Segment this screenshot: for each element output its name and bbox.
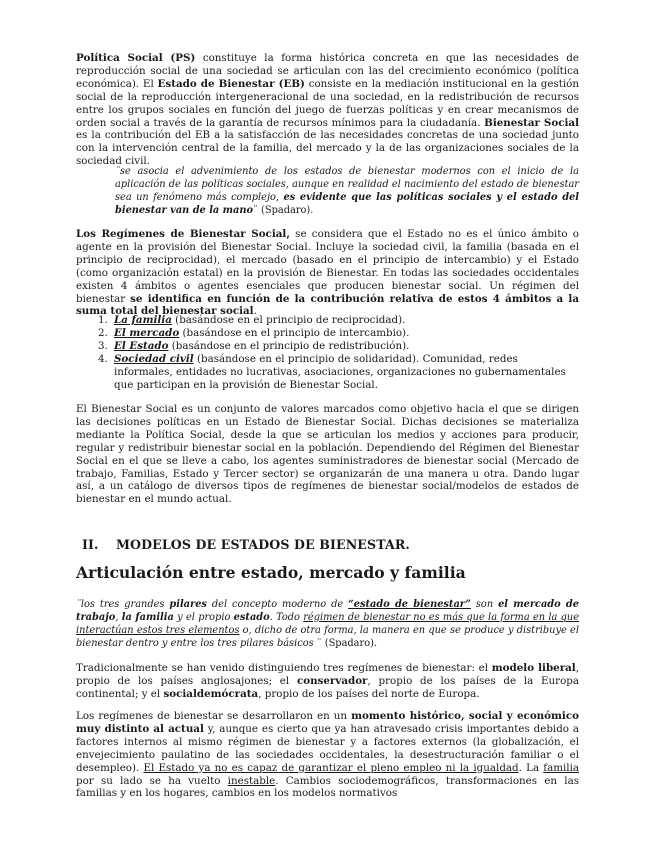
underlined-text: inestable (227, 774, 276, 787)
quote-text: o, dicho de otra forma, la manera en que se produce y distribuye el bienestar dentro y entre los tres pilares básicos (76, 624, 579, 649)
list-term: La familia (114, 314, 172, 326)
term-socialdemocrata: socialdemócrata (163, 687, 259, 700)
text-span: , propio de los países del norte de Europa. (258, 687, 480, 700)
underlined-text: familia (543, 761, 580, 774)
list-item (76, 353, 579, 392)
term-conservador: conservador (296, 674, 368, 687)
section-number: II. (82, 537, 99, 552)
list-item (76, 327, 579, 340)
paragraph-desarrollo (76, 710, 579, 800)
subsection-heading: Articulación entre estado, mercado y familia (76, 563, 466, 582)
text-span: . (253, 305, 257, 318)
text-span: Los regímenes de bienestar se desarrollaron en un (76, 710, 352, 722)
quote-text: ¨los tres grandes (76, 599, 170, 610)
list-term: El Estado (114, 339, 169, 352)
term-bienestar-social: Bienestar Social (484, 116, 579, 129)
term-momento-historico: momento histórico, social y económico muy distinto al actual (76, 710, 579, 735)
term-estado-bienestar: Estado de Bienestar (EB) (157, 77, 305, 90)
quote-emphasis: el mercado de trabajo (76, 599, 580, 623)
quote-text: son (470, 599, 499, 610)
list-item (76, 340, 579, 353)
term-politica-social: Política Social (PS) (76, 52, 196, 64)
list-text: (basándose en el principio de solidaridad). Comunidad, redes informales, entidades no lucrativas, asociaciones, organizaciones no gubernamentales que participan en la provisión de Bienestar Social. (114, 352, 566, 391)
list-number: 4. (98, 352, 108, 365)
paragraph-politica-social (76, 52, 579, 168)
list-number: 1. (98, 314, 108, 326)
list-text: (basándose en el principio de intercambio). (179, 326, 410, 339)
text-span: consiste en la mediación institucional en la gestión social de la reproducción intergeneracional de una sociedad, en la redistribución de recursos entre los grupos sociales en función del juego de fuerzas políticas y en crear mecanismos de orden social a través de la garantía de recursos mínimos para la ciudadanía. (76, 77, 579, 129)
text-span: por su lado se ha vuelto (76, 774, 228, 787)
text-span: . Cambios sociodemográficos, transformaciones en las familias y en los hogares, cambios en los modelos normativos (76, 774, 579, 800)
text-span: Tradicionalmente se han venido distinguiendo tres regímenes de bienestar: el (76, 662, 492, 674)
quote-text: y el propio (173, 611, 234, 623)
paragraph-regimenes (76, 228, 579, 318)
quote-spadaro-2 (76, 599, 579, 651)
quote-citation: ¨ (Spadaro). (253, 204, 314, 216)
quote-emphasis: “estado de bienestar” (348, 599, 471, 610)
quote-text: , (115, 611, 122, 623)
underlined-text: El Estado ya no es capaz de garantizar el pleno empleo ni la igualdad (143, 761, 519, 774)
quote-underlined: régimen de bienestar no es más que la forma en la que interactúan estos tres elementos (76, 611, 580, 636)
text-span: constituye la forma histórica concreta en que las necesidades de reproducción social de una sociedad se articulan con las del crecimiento económico (política económica). El (76, 52, 579, 90)
quote-citation: ¨ (Spadaro). (313, 637, 378, 649)
term-liberal: modelo liberal (491, 662, 576, 674)
paragraph-bienestar-social: El Bienestar Social es un conjunto de valores marcados como objetivo hacia el que se dirigen las decisiones políticas en un Estado de Bienestar Social. Dichas decisiones se materializa mediante la Política Social, desde la que se articulan los medios y acciones para producir, regular y redistribuir bienestar social en la población. Dependiendo del Régimen del Bienestar Social en el que se lleve a cabo, los agentes suministradores de bienestar social (Mercado de trabajo, Familias, Estado y Tercer sector) se organizarán de una manera u otra. Dando lugar así, a un catálogo de diversos tipos de regímenes de bienestar social/modelos de estados de bienestar en el mundo actual. (76, 403, 579, 506)
list-term: El mercado (114, 326, 180, 339)
section-heading (82, 537, 582, 552)
quote-spadaro-1 (115, 166, 579, 218)
section-title: MODELOS DE ESTADOS DE BIENESTAR. (116, 537, 410, 552)
list-term: Sociedad civil (114, 352, 194, 365)
text-span: , propio de los países anglosajones; el (76, 662, 579, 687)
quote-emphasis: es evidente que las políticas sociales y el estado del bienestar van de la mano (115, 191, 580, 216)
quote-text: . Todo (269, 611, 304, 623)
quote-text: ¨se asocia el advenimiento de los estados de bienestar modernos con el inicio de la aplicación de las políticas sociales, aunque en realidad el nacimiento del estado de bienestar sea un fenómeno más complejo, (115, 166, 579, 203)
text-span: y, aunque es cierto que ya han atravesado crisis importantes debido a factores internos al mismo régimen de bienestar y a factores externos (la globalización, el envejecimiento paulatino de las sociedades occidentales, la desestructuración familiar o el desempleo). (76, 722, 579, 774)
list-item (76, 314, 579, 327)
text-span: , propio de los países de la Europa continental; y el (76, 674, 580, 700)
text-span: se considera que el Estado no es el único ámbito o agente en la provisión del Bienestar Social. Incluye la sociedad civil, la familia (basada en el principio de reciprocidad), el mercado (basado en el principio de intercambio) y el Estado (como organización estatal) en la provisión de Bienestar. En todas las sociedades occidentales existen 4 ámbitos o agentes esenciales que producen bienestar social. Un régimen del bienestar (76, 228, 579, 305)
term-regimenes: Los Regímenes de Bienestar Social, (76, 228, 290, 240)
paragraph-tres-regimenes (76, 662, 579, 701)
list-number: 2. (98, 326, 108, 339)
quote-emphasis: estado (233, 611, 270, 623)
list-number: 3. (98, 339, 108, 352)
quote-text: del concepto moderno de (206, 599, 349, 610)
list-text: (basándose en el principio de redistribución). (168, 339, 410, 352)
text-span: . La (518, 761, 544, 774)
quote-emphasis: la familia (121, 611, 174, 623)
list-text: (basándose en el principio de reciprocidad). (171, 314, 406, 326)
term-identifica: se identifica en función de la contribución relativa de estos 4 ámbitos a la suma total del bienestar social (76, 292, 579, 318)
text-span: es la contribución del EB a la satisfacción de las necesidades concretas de una sociedad junto con la intervención central de la familia, del mercado y la de las organizaciones sociales de la sociedad civil. (76, 129, 579, 168)
quote-emphasis: pilares (169, 599, 207, 610)
agents-list (76, 314, 579, 391)
